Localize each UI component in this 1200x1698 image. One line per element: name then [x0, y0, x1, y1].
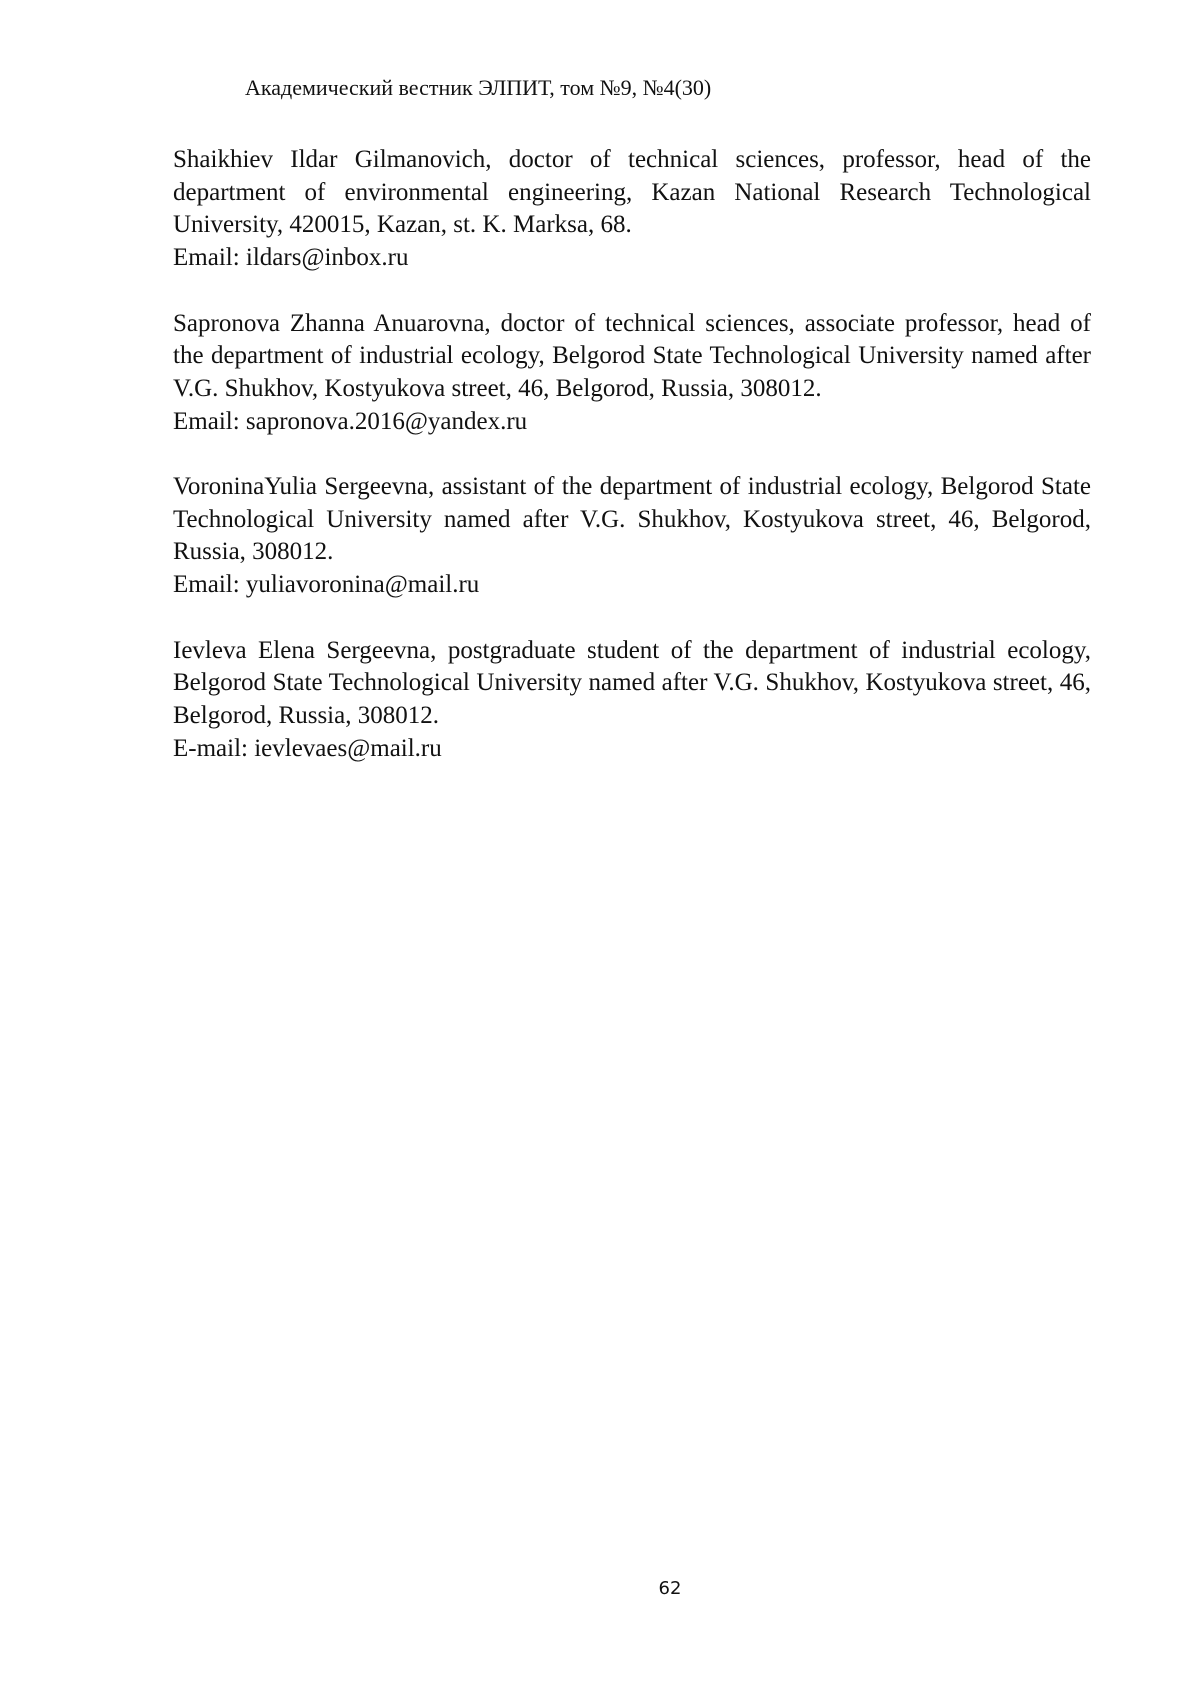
- author-email: Email: sapronova.2016@yandex.ru: [173, 407, 528, 435]
- author-entry-voronina: [173, 471, 1091, 602]
- author-description: Ievleva Elena Sergeevna, postgraduate student of the department of industrial ecology, Belgorod State Technological University named after V.G. Shukhov, Kostyukova street, 46, Belgorod, Russia, 308012.: [173, 636, 1091, 729]
- author-email: Email: yuliavoronina@mail.ru: [173, 571, 480, 599]
- author-description: Sapronova Zhanna Anuarovna, doctor of technical sciences, associate professor, head of the department of industrial ecology, Belgorod State Technological University named after V.G. Shukhov, Kostyukova street, 46, Belgorod, Russia, 308012.: [173, 309, 1091, 402]
- author-entry-shaikhiev: [173, 144, 1091, 275]
- author-email: Email: ildars@inbox.ru: [173, 244, 409, 272]
- running-header: Академический вестник ЭЛПИТ, том №9, №4(30): [245, 75, 712, 100]
- author-description: VoroninaYulia Sergeevna, assistant of the department of industrial ecology, Belgorod State Technological University named after V.G. Shukhov, Kostyukova street, 46, Belgorod, Russia, 308012.: [173, 473, 1091, 566]
- author-list: [173, 144, 1091, 798]
- author-entry-ievleva: [173, 635, 1091, 766]
- author-entry-sapronova: [173, 308, 1091, 439]
- page-number: 62: [658, 1578, 682, 1599]
- author-description: Shaikhiev Ildar Gilmanovich, doctor of technical sciences, professor, head of the department of environmental engineering, Kazan National Research Technological University, 420015, Kazan, st. K. Marksa, 68.: [173, 146, 1091, 239]
- author-email: E-mail: ievlevaes@mail.ru: [173, 734, 442, 762]
